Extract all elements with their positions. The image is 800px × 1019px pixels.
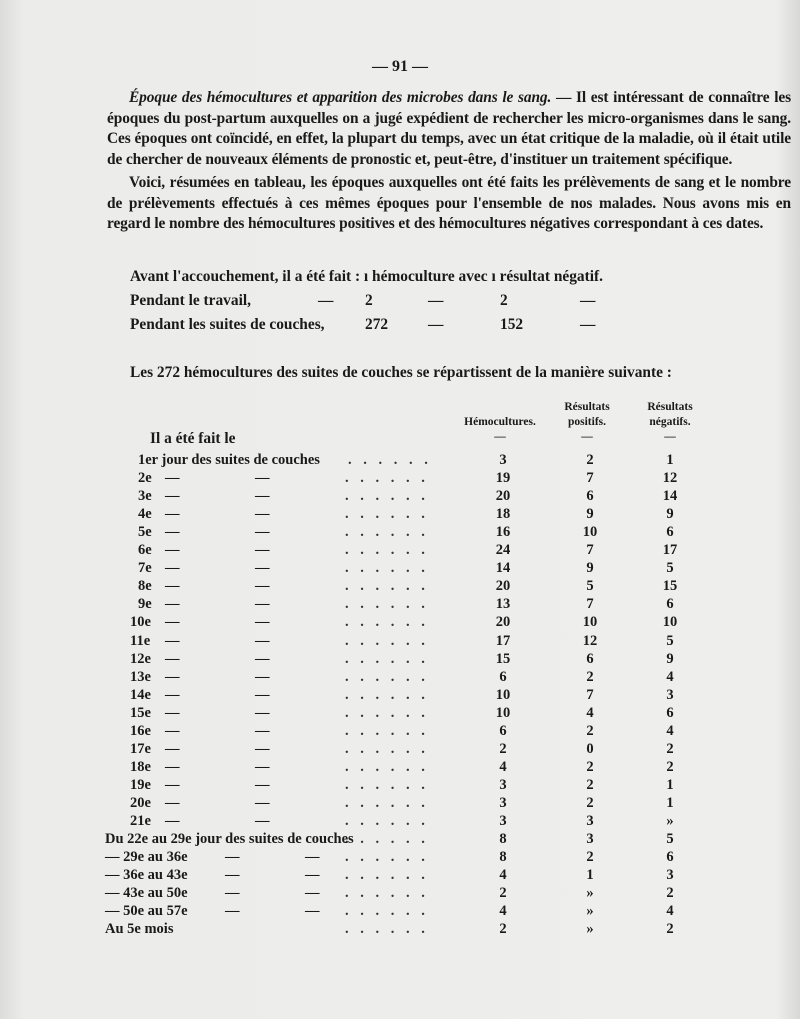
ditto-mark: — (255, 704, 270, 721)
positive-count: 1 (586, 867, 594, 884)
ditto-mark: — (165, 740, 180, 757)
ditto-mark: — (255, 524, 270, 541)
row-label: 21e (130, 813, 151, 829)
leader-dots: . . . . . . (345, 470, 429, 487)
ditto-mark: — (255, 470, 270, 487)
ditto-mark: — (225, 885, 240, 902)
leader-dots: . . . . . . (345, 524, 429, 541)
hemocultures-count: 15 (495, 650, 511, 667)
ditto-mark: — (165, 632, 180, 649)
negative-count: 5 (666, 632, 674, 649)
negative-count: 6 (666, 524, 674, 541)
positive-count: 6 (586, 488, 594, 505)
hemocultures-count: 2 (499, 921, 507, 938)
row-label: — 36e au 43e (105, 867, 188, 884)
positive-count: 5 (586, 578, 594, 595)
leader-dots: . . . . . . (345, 614, 429, 631)
ditto-mark: — (165, 758, 180, 775)
ditto-mark: — (255, 596, 270, 613)
ditto-mark: — (165, 470, 180, 487)
ditto-mark: — (305, 903, 320, 920)
ditto-mark: — (165, 578, 180, 595)
hemocultures-count: 8 (499, 831, 507, 848)
ditto-mark: — (318, 292, 334, 309)
positive-count: 7 (586, 596, 594, 613)
leader-dots: . . . . . . (345, 758, 429, 775)
ditto-mark: — (255, 740, 270, 757)
negative-count: 2 (666, 758, 674, 775)
ditto-mark: — (255, 776, 270, 793)
summary-count: 272 (365, 316, 389, 333)
positive-count: 10 (582, 524, 598, 541)
row-label: 15e (130, 704, 151, 721)
row-label: Au 5e mois (105, 921, 174, 938)
leader-dots: . . . . . . (345, 831, 429, 848)
hemocultures-count: 20 (495, 614, 511, 631)
summary-label: Pendant les suites de couches, (130, 316, 325, 333)
leader-dots: . . . . . . (345, 506, 429, 523)
row-label: — 29e au 36e (105, 849, 188, 866)
row-label: 1er jour des suites de couches (138, 452, 320, 468)
ditto-mark: — (305, 885, 320, 902)
leader-dots: . . . . . . (345, 813, 429, 829)
ditto-mark: — (255, 614, 270, 631)
positive-count: 7 (586, 542, 594, 559)
ditto-mark: — (165, 614, 180, 631)
positive-count: 6 (586, 650, 594, 667)
ditto-mark: — (255, 488, 270, 505)
row-label: 3e (138, 488, 152, 505)
hemocultures-count: 10 (495, 686, 511, 703)
positive-count: 2 (586, 668, 594, 685)
paragraph-2: Voici, résumées en tableau, les époques auxquelles ont été faits les prélèvements de sang et le nombre de prélèvements effectués à ces mêmes époques pour l'ensemble de nos malades. Nous avons mis en regard le nombre des hémocultures positives et des hémocultures négatives correspondant à ces dates. (107, 173, 791, 233)
ditto-mark: — (255, 758, 270, 775)
row-label: 7e (138, 560, 152, 577)
negative-count: 5 (666, 560, 674, 577)
hemocultures-count: 16 (495, 524, 511, 541)
ditto-mark: — (428, 316, 444, 333)
ditto-mark: — (305, 867, 320, 884)
row-label: 12e (130, 650, 151, 667)
leader-dots: . . . . . . (345, 632, 429, 649)
row-label: 4e (138, 506, 152, 523)
negative-count: 17 (662, 542, 678, 559)
negative-count: 10 (662, 614, 678, 631)
summary-count: 2 (365, 292, 373, 309)
positive-count: 7 (586, 470, 594, 487)
ditto-mark: — (255, 813, 270, 829)
positive-count: 3 (586, 813, 594, 829)
ditto-mark: — (580, 316, 596, 333)
hemocultures-count: 4 (499, 758, 507, 775)
ditto-mark: — (255, 668, 270, 685)
ditto-mark: — (255, 686, 270, 703)
positive-count: 0 (586, 740, 594, 757)
ditto-mark: — (305, 849, 320, 866)
row-label: 9e (138, 596, 152, 613)
table-row (0, 921, 800, 943)
positive-count: 10 (582, 614, 598, 631)
hemocultures-count: 20 (495, 578, 511, 595)
hemocultures-count: 4 (499, 903, 507, 920)
body-text (107, 88, 791, 235)
hemocultures-count: 3 (499, 776, 507, 793)
leader-dots: . . . . . . (345, 668, 429, 685)
negative-count: 15 (662, 578, 678, 595)
row-label: 11e (130, 632, 151, 649)
negative-count: 6 (666, 704, 674, 721)
negative-count: 9 (666, 650, 674, 667)
ditto-mark: — (255, 650, 270, 667)
negative-count: 1 (666, 776, 674, 793)
summary-label: Avant l'accouchement, il a été fait : ı hémoculture avec ı résultat négatif. (130, 268, 604, 285)
leader-dots: . . . . . . (345, 849, 429, 866)
page-number: — 91 — (372, 58, 428, 75)
positive-count: 2 (586, 722, 594, 739)
hemocultures-count: 3 (499, 452, 507, 468)
ditto-mark: — (255, 794, 270, 811)
positive-count: 12 (582, 632, 598, 649)
hemocultures-count: 24 (495, 542, 511, 559)
hemocultures-count: 20 (495, 488, 511, 505)
table-lead: Il a été fait le (150, 430, 236, 447)
negative-count: » (666, 813, 674, 829)
positive-count: 9 (586, 560, 594, 577)
header-positifs: Résultats positifs. — (564, 401, 610, 443)
negative-count: 6 (666, 849, 674, 866)
hemocultures-count: 18 (495, 506, 511, 523)
negative-count: 2 (666, 921, 674, 938)
positive-count: 2 (586, 849, 594, 866)
positive-count: 2 (586, 452, 594, 468)
row-label: 17e (130, 740, 151, 757)
hemocultures-count: 2 (499, 885, 507, 902)
ditto-mark: — (255, 506, 270, 523)
ditto-mark: — (255, 542, 270, 559)
ditto-mark: — (165, 813, 180, 829)
ditto-mark: — (165, 488, 180, 505)
leader-dots: . . . . . . (345, 650, 429, 667)
negative-count: 5 (666, 831, 674, 848)
ditto-mark: — (165, 722, 180, 739)
ditto-mark: — (255, 722, 270, 739)
ditto-mark: — (225, 903, 240, 920)
negative-count: 14 (662, 488, 678, 505)
row-label: — 50e au 57e (105, 903, 188, 920)
row-label: Du 22e au 29e jour des suites de couches (105, 831, 354, 848)
ditto-mark: — (255, 578, 270, 595)
ditto-mark: — (165, 668, 180, 685)
row-label: 16e (130, 722, 151, 739)
summary-positive: 152 (500, 316, 524, 333)
hemocultures-count: 6 (499, 668, 507, 685)
leader-dots: . . . . . . (345, 542, 429, 559)
negative-count: 3 (666, 686, 674, 703)
leader-dots: . . . . . . (348, 452, 432, 468)
ditto-mark: — (165, 542, 180, 559)
negative-count: 2 (666, 885, 674, 902)
ditto-mark: — (165, 506, 180, 523)
ditto-mark: — (580, 292, 596, 309)
negative-count: 12 (662, 470, 678, 487)
row-label: 20e (130, 794, 151, 811)
negative-count: 6 (666, 596, 674, 613)
ditto-mark: — (225, 867, 240, 884)
leader-dots: . . . . . . (345, 560, 429, 577)
hemocultures-count: 3 (499, 794, 507, 811)
header-negatifs: Résultats négatifs. — (647, 401, 693, 443)
positive-count: 2 (586, 776, 594, 793)
hemocultures-count: 4 (499, 867, 507, 884)
row-label: 6e (138, 542, 152, 559)
positive-count: » (586, 921, 594, 938)
leader-dots: . . . . . . (345, 578, 429, 595)
row-label: 14e (130, 686, 151, 703)
ditto-mark: — (165, 560, 180, 577)
negative-count: 4 (666, 903, 674, 920)
row-label: 5e (138, 524, 152, 541)
leader-dots: . . . . . . (345, 776, 429, 793)
table-intro: Les 272 hémocultures des suites de couches se répartissent de la manière suivante : (130, 364, 672, 381)
positive-count: 7 (586, 686, 594, 703)
header-hemocultures: Hémocultures. — (464, 416, 536, 443)
leader-dots: . . . . . . (345, 921, 429, 938)
leader-dots: . . . . . . (345, 686, 429, 703)
row-label: 10e (130, 614, 151, 631)
paragraph-1: Époque des hémocultures et apparition des microbes dans le sang. — Il est intéressant de connaître les époques du post-partum auxquelles on a jugé expédient de rechercher les micro-organismes dans le sang. Ces époques ont coïncidé, en effet, la plupart du temps, avec un état critique de la maladie, où il était utile de chercher de nouveaux éléments de pronostic et, peut-être, d'instituer un traitement spécifique. (107, 89, 791, 169)
ditto-mark: — (225, 849, 240, 866)
negative-count: 4 (666, 722, 674, 739)
row-label: 2e (138, 470, 152, 487)
leader-dots: . . . . . . (345, 740, 429, 757)
positive-count: » (586, 903, 594, 920)
ditto-mark: — (165, 596, 180, 613)
hemocultures-count: 14 (495, 560, 511, 577)
positive-count: » (586, 885, 594, 902)
negative-count: 1 (666, 794, 674, 811)
ditto-mark: — (165, 704, 180, 721)
hemocultures-count: 19 (495, 470, 511, 487)
leader-dots: . . . . . . (345, 903, 429, 920)
row-label: 8e (138, 578, 152, 595)
hemocultures-count: 13 (495, 596, 511, 613)
ditto-mark: — (165, 650, 180, 667)
ditto-mark: — (255, 632, 270, 649)
row-label: 13e (130, 668, 151, 685)
leader-dots: . . . . . . (345, 704, 429, 721)
hemocultures-count: 6 (499, 722, 507, 739)
ditto-mark: — (165, 524, 180, 541)
negative-count: 1 (666, 452, 674, 468)
hemocultures-count: 2 (499, 740, 507, 757)
negative-count: 9 (666, 506, 674, 523)
row-label: — 43e au 50e (105, 885, 188, 902)
positive-count: 2 (586, 758, 594, 775)
ditto-mark: — (428, 292, 444, 309)
ditto-mark: — (165, 686, 180, 703)
ditto-mark: — (165, 776, 180, 793)
leader-dots: . . . . . . (345, 596, 429, 613)
negative-count: 4 (666, 668, 674, 685)
leader-dots: . . . . . . (345, 867, 429, 884)
hemocultures-count: 3 (499, 813, 507, 829)
positive-count: 3 (586, 831, 594, 848)
leader-dots: . . . . . . (345, 488, 429, 505)
negative-count: 2 (666, 740, 674, 757)
hemocultures-count: 10 (495, 704, 511, 721)
ditto-mark: — (255, 560, 270, 577)
hemocultures-count: 8 (499, 849, 507, 866)
summary-label: Pendant le travail, (130, 292, 251, 309)
ditto-mark: — (165, 794, 180, 811)
positive-count: 2 (586, 794, 594, 811)
row-label: 19e (130, 776, 151, 793)
summary-positive: 2 (500, 292, 508, 309)
negative-count: 3 (666, 867, 674, 884)
leader-dots: . . . . . . (345, 722, 429, 739)
leader-dots: . . . . . . (345, 885, 429, 902)
leader-dots: . . . . . . (345, 794, 429, 811)
positive-count: 9 (586, 506, 594, 523)
hemocultures-count: 17 (495, 632, 511, 649)
row-label: 18e (130, 758, 151, 775)
positive-count: 4 (586, 704, 594, 721)
